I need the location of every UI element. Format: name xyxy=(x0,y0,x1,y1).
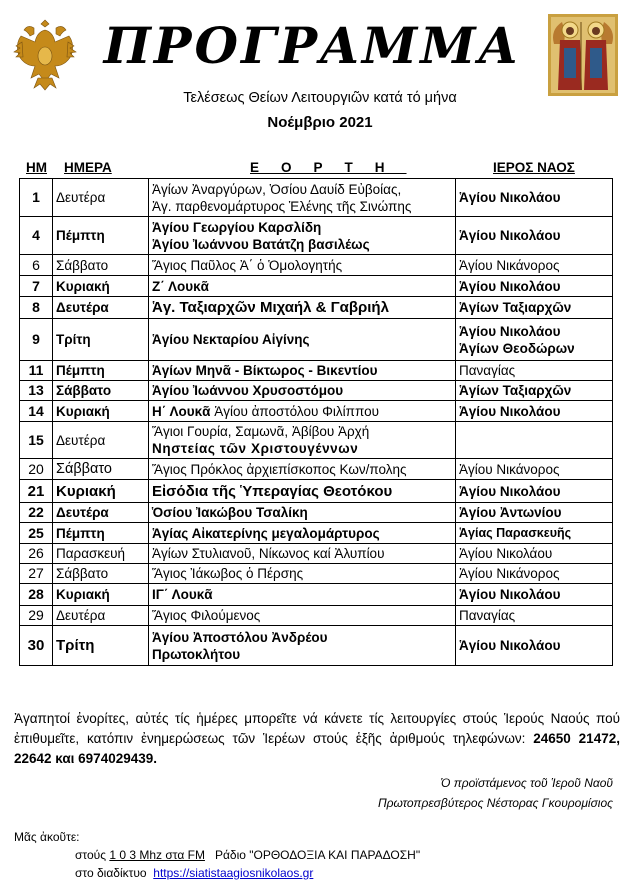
feast-line: Νηστείας τῶν Χριστουγέννων xyxy=(152,441,359,456)
table-row xyxy=(20,459,613,480)
church-cell: Ἁγίου Νικάνορος xyxy=(456,459,613,480)
church-cell: Ἁγίων Ταξιαρχῶν xyxy=(456,297,613,319)
table-row xyxy=(20,480,613,503)
weekday-cell: Δευτέρα xyxy=(53,297,149,319)
radio-frequency: 1 0 3 Mhz στα FM xyxy=(109,848,205,862)
weekday-cell: Κυριακή xyxy=(53,480,149,503)
church-cell: Παναγίας xyxy=(456,606,613,626)
feast-line: Ἁγίων Ἀναργύρων, Ὁσίου Δαυίδ Εὐβοίας, xyxy=(152,181,402,197)
table-row xyxy=(20,626,613,666)
signature-name: Πρωτοπρεσβύτερος Νέστορας Γκουρομίσιος xyxy=(377,796,613,810)
day-cell: 26 xyxy=(20,544,53,564)
page-subtitle: Τελέσεως Θείων Λειτουργιῶν κατά τό μήνα xyxy=(183,90,457,106)
feast-cell xyxy=(149,626,456,666)
column-header-day: ΗΜ xyxy=(26,160,47,175)
weekday-cell: Κυριακή xyxy=(53,584,149,606)
day-cell: 15 xyxy=(20,422,53,459)
feast-cell: Ἁγίων Στυλιανοῦ, Νίκωνος καί Ἀλυπίου xyxy=(149,544,456,564)
table-row xyxy=(20,422,613,459)
weekday-cell: Τρίτη xyxy=(53,319,149,361)
day-cell: 22 xyxy=(20,503,53,523)
table-row xyxy=(20,255,613,276)
church-cell: Ἁγίου Νικάνορος xyxy=(456,564,613,584)
table-row xyxy=(20,297,613,319)
double-headed-eagle-emblem xyxy=(12,14,78,92)
church-cell: Ἁγίου Νικολάου xyxy=(456,544,613,564)
table-row xyxy=(20,544,613,564)
weekday-cell: Σάββατο xyxy=(53,381,149,401)
day-cell: 20 xyxy=(20,459,53,480)
day-cell: 25 xyxy=(20,523,53,544)
table-row xyxy=(20,217,613,255)
church-cell: Ἁγίου Νικάνορος xyxy=(456,255,613,276)
church-cell xyxy=(456,319,613,361)
column-header-weekday: ΗΜΕΡΑ xyxy=(64,160,112,175)
church-line: Ἁγίου Νικολάου xyxy=(459,323,561,339)
weekday-cell: Πέμπτη xyxy=(53,217,149,255)
church-cell: Ἁγίων Ταξιαρχῶν xyxy=(456,381,613,401)
feast-cell: Ἁγίου Νεκταρίου Αἰγίνης xyxy=(149,319,456,361)
feast-line: Ἁγίου Γεωργίου Καρσλίδη xyxy=(152,219,322,235)
feast-cell: Ζ΄ Λουκᾶ xyxy=(149,276,456,297)
feast-line: Η΄ Λουκᾶ xyxy=(152,403,211,419)
feast-line: Ἅγιοι Γουρία, Σαμωνᾶ, Ἀβίβου Ἀρχή xyxy=(152,424,370,439)
church-cell: Ἁγίου Νικολάου xyxy=(456,217,613,255)
radio-station: Ράδιο "ΟΡΘΟΔΟΞΙΑ ΚΑΙ ΠΑΡΑΔΟΣΗ" xyxy=(204,848,421,862)
feast-cell: Ἁγίων Μηνᾶ - Βίκτωρος - Βικεντίου xyxy=(149,361,456,381)
feast-cell xyxy=(149,179,456,217)
church-cell: Ἁγίου Νικολάου xyxy=(456,179,613,217)
church-line: Ἁγίων Θεοδώρων xyxy=(459,340,575,356)
day-cell: 27 xyxy=(20,564,53,584)
feast-cell: Ὁσίου Ἰακώβου Τσαλίκη xyxy=(149,503,456,523)
archangels-icon-image xyxy=(548,14,618,96)
church-cell: Ἁγίου Ἀντωνίου xyxy=(456,503,613,523)
table-row xyxy=(20,319,613,361)
table-row xyxy=(20,401,613,422)
day-cell: 4 xyxy=(20,217,53,255)
day-cell: 29 xyxy=(20,606,53,626)
feast-cell: Ἁγίας Αἰκατερίνης μεγαλομάρτυρος xyxy=(149,523,456,544)
feast-line: Πρωτοκλήτου xyxy=(152,646,241,662)
feast-cell: Ἁγ. Ταξιαρχῶν Μιχαήλ & Γαβριήλ xyxy=(149,297,456,319)
table-row xyxy=(20,564,613,584)
church-cell: Ἁγίας Παρασκευῆς xyxy=(456,523,613,544)
table-row xyxy=(20,523,613,544)
listen-label: Μᾶς ἀκοῦτε: xyxy=(14,830,80,844)
feast-cell: Ἅγιος Φιλούμενος xyxy=(149,606,456,626)
feast-cell: Εἰσόδια τῆς Ὑπεραγίας Θεοτόκου xyxy=(149,480,456,503)
web-prefix: στο διαδίκτυο xyxy=(75,866,154,880)
page-title: ΠΡΟΓΡΑΜΜΑ xyxy=(103,16,521,75)
church-cell: Ἁγίου Νικολάου xyxy=(456,584,613,606)
feast-cell xyxy=(149,422,456,459)
church-cell: Παναγίας xyxy=(456,361,613,381)
church-cell: Ἁγίου Νικολάου xyxy=(456,480,613,503)
feast-line: Ἁγ. παρθενομάρτυρος Ἑλένης τῆς Σινώπης xyxy=(152,198,412,214)
day-cell: 1 xyxy=(20,179,53,217)
weekday-cell: Πέμπτη xyxy=(53,361,149,381)
day-cell: 30 xyxy=(20,626,53,666)
radio-prefix: στούς xyxy=(75,848,110,862)
weekday-cell: Κυριακή xyxy=(53,401,149,422)
day-cell: 14 xyxy=(20,401,53,422)
table-row xyxy=(20,276,613,297)
weekday-cell: Παρασκευή xyxy=(53,544,149,564)
weekday-cell: Πέμπτη xyxy=(53,523,149,544)
weekday-cell: Σάββατο xyxy=(53,459,149,480)
feast-cell xyxy=(149,401,456,422)
weekday-cell: Δευτέρα xyxy=(53,179,149,217)
month-label: Νοέμβριο 2021 xyxy=(267,114,373,131)
column-header-church: ΙΕΡΟΣ ΝΑΟΣ xyxy=(493,160,575,175)
day-cell: 21 xyxy=(20,480,53,503)
day-cell: 7 xyxy=(20,276,53,297)
table-row xyxy=(20,179,613,217)
feast-cell: Ἁγίου Ἰωάννου Χρυσοστόμου xyxy=(149,381,456,401)
church-cell: Ἁγίου Νικολάου xyxy=(456,276,613,297)
day-cell: 13 xyxy=(20,381,53,401)
weekday-cell: Δευτέρα xyxy=(53,606,149,626)
feast-cell: Ἅγιος Πρόκλος ἀρχιεπίσκοπος Κων/πολης xyxy=(149,459,456,480)
day-cell: 6 xyxy=(20,255,53,276)
feast-cell xyxy=(149,217,456,255)
table-row xyxy=(20,584,613,606)
radio-info xyxy=(75,848,420,862)
weekday-cell: Σάββατο xyxy=(53,255,149,276)
table-row xyxy=(20,503,613,523)
church-cell: Ἁγίου Νικολάου xyxy=(456,401,613,422)
notice-paragraph xyxy=(14,709,620,769)
day-cell: 11 xyxy=(20,361,53,381)
schedule-table xyxy=(19,178,613,666)
column-header-feast: ΕΟΡΤΗ xyxy=(250,160,407,175)
feast-cell: Ἅγιος Ἰάκωβος ὁ Πέρσης xyxy=(149,564,456,584)
day-cell: 8 xyxy=(20,297,53,319)
web-info xyxy=(75,866,313,880)
signature-title: Ὁ προϊστάμενος τοῦ Ἱεροῦ Ναοῦ xyxy=(440,776,613,790)
feast-line: Ἁγίου Ἰωάννου Βατάτζη βασιλέως xyxy=(152,236,370,252)
feast-cell: ΙΓ΄ Λουκᾶ xyxy=(149,584,456,606)
table-row xyxy=(20,606,613,626)
table-row xyxy=(20,361,613,381)
weekday-cell: Σάββατο xyxy=(53,564,149,584)
day-cell: 9 xyxy=(20,319,53,361)
church-cell xyxy=(456,422,613,459)
notice-text: Ἀγαπητοί ἐνορίτες, αὐτές τίς ἡμέρες μπορεῖτε νά κάνετε τίς λειτουργίες στούς Ἱερούς Ναούς πού ἐπιθυμεῖτε, κατόπιν ἐνημερώσεως τῶν Ἱερέων στούς ἑξῆς ἀριθμούς τηλεφώνων: xyxy=(14,711,620,746)
weekday-cell: Κυριακή xyxy=(53,276,149,297)
church-cell: Ἁγίου Νικολάου xyxy=(456,626,613,666)
weekday-cell: Τρίτη xyxy=(53,626,149,666)
phone-numbers: 24650 21472, 22642 και 6974029439. xyxy=(14,731,620,766)
weekday-cell: Δευτέρα xyxy=(53,503,149,523)
weekday-cell: Δευτέρα xyxy=(53,422,149,459)
feast-line: Ἁγίου Ἀποστόλου Ἀνδρέου xyxy=(152,629,328,645)
day-cell: 28 xyxy=(20,584,53,606)
table-row xyxy=(20,381,613,401)
feast-line-secondary: Ἁγίου ἀποστόλου Φιλίππου xyxy=(210,403,379,419)
feast-cell: Ἅγιος Παῦλος Ἀ΄ ὁ Ὁμολογητής xyxy=(149,255,456,276)
website-link[interactable]: https://siatistaagiosnikolaos.gr xyxy=(153,866,314,880)
